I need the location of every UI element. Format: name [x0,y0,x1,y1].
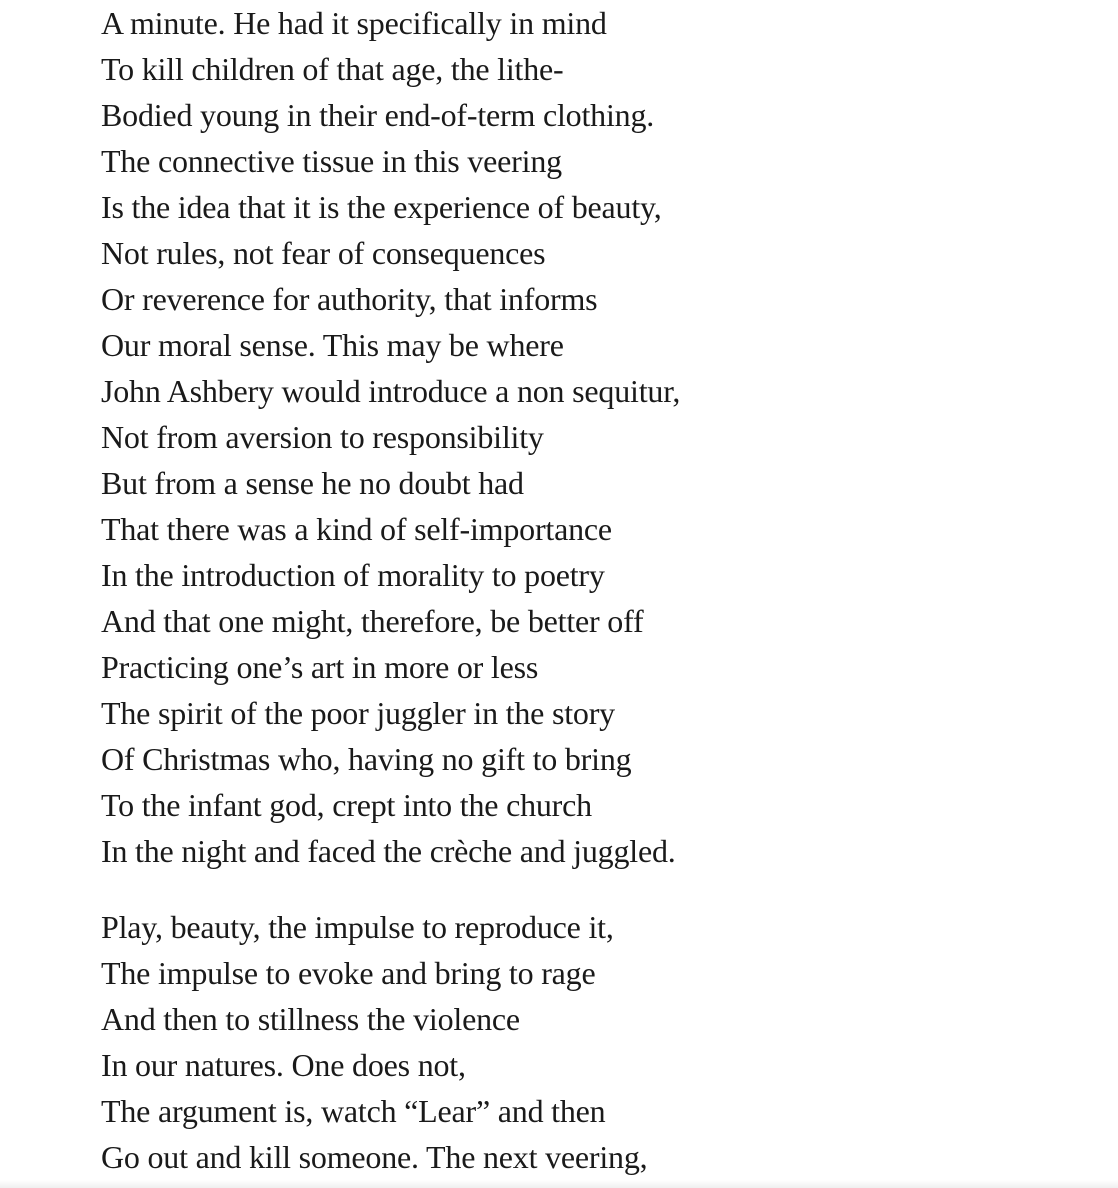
poem-line: The spirit of the poor juggler in the story [101,695,615,731]
stanza-1 [101,0,1001,874]
poem-line: Go out and kill someone. The next veering, [101,1139,648,1175]
stanza-2 [101,904,1001,1180]
poem-line: Play, beauty, the impulse to reproduce it, [101,909,614,945]
poem-line: Not rules, not fear of consequences [101,235,546,271]
poem-line: Of Christmas who, having no gift to bring [101,741,632,777]
poem-line: A minute. He had it specifically in mind [101,5,607,41]
poem-line: But from a sense he no doubt had [101,465,524,501]
bottom-edge-shadow [0,1180,1118,1188]
poem-line: In the introduction of morality to poetry [101,557,605,593]
poem-line: Not from aversion to responsibility [101,419,544,455]
poem-body [101,0,1001,1180]
poem-line: The argument is, watch “Lear” and then [101,1093,606,1129]
poem-line: Or reverence for authority, that informs [101,281,598,317]
poem-line: To kill children of that age, the lithe- [101,51,564,87]
poem-line: Practicing one’s art in more or less [101,649,539,685]
poem-line: John Ashbery would introduce a non sequitur, [101,373,681,409]
poem-line: Our moral sense. This may be where [101,327,564,363]
poem-line: And then to stillness the violence [101,1001,520,1037]
poem-line: In our natures. One does not, [101,1047,466,1083]
poem-line: That there was a kind of self-importance [101,511,612,547]
poem-line: Is the idea that it is the experience of beauty, [101,189,662,225]
poem-line: The impulse to evoke and bring to rage [101,955,596,991]
poem-line: To the infant god, crept into the church [101,787,592,823]
poem-line: Bodied young in their end-of-term clothing. [101,97,655,133]
poem-line: In the night and faced the crèche and juggled. [101,833,676,869]
poem-line: The connective tissue in this veering [101,143,562,179]
poem-line: And that one might, therefore, be better off [101,603,644,639]
